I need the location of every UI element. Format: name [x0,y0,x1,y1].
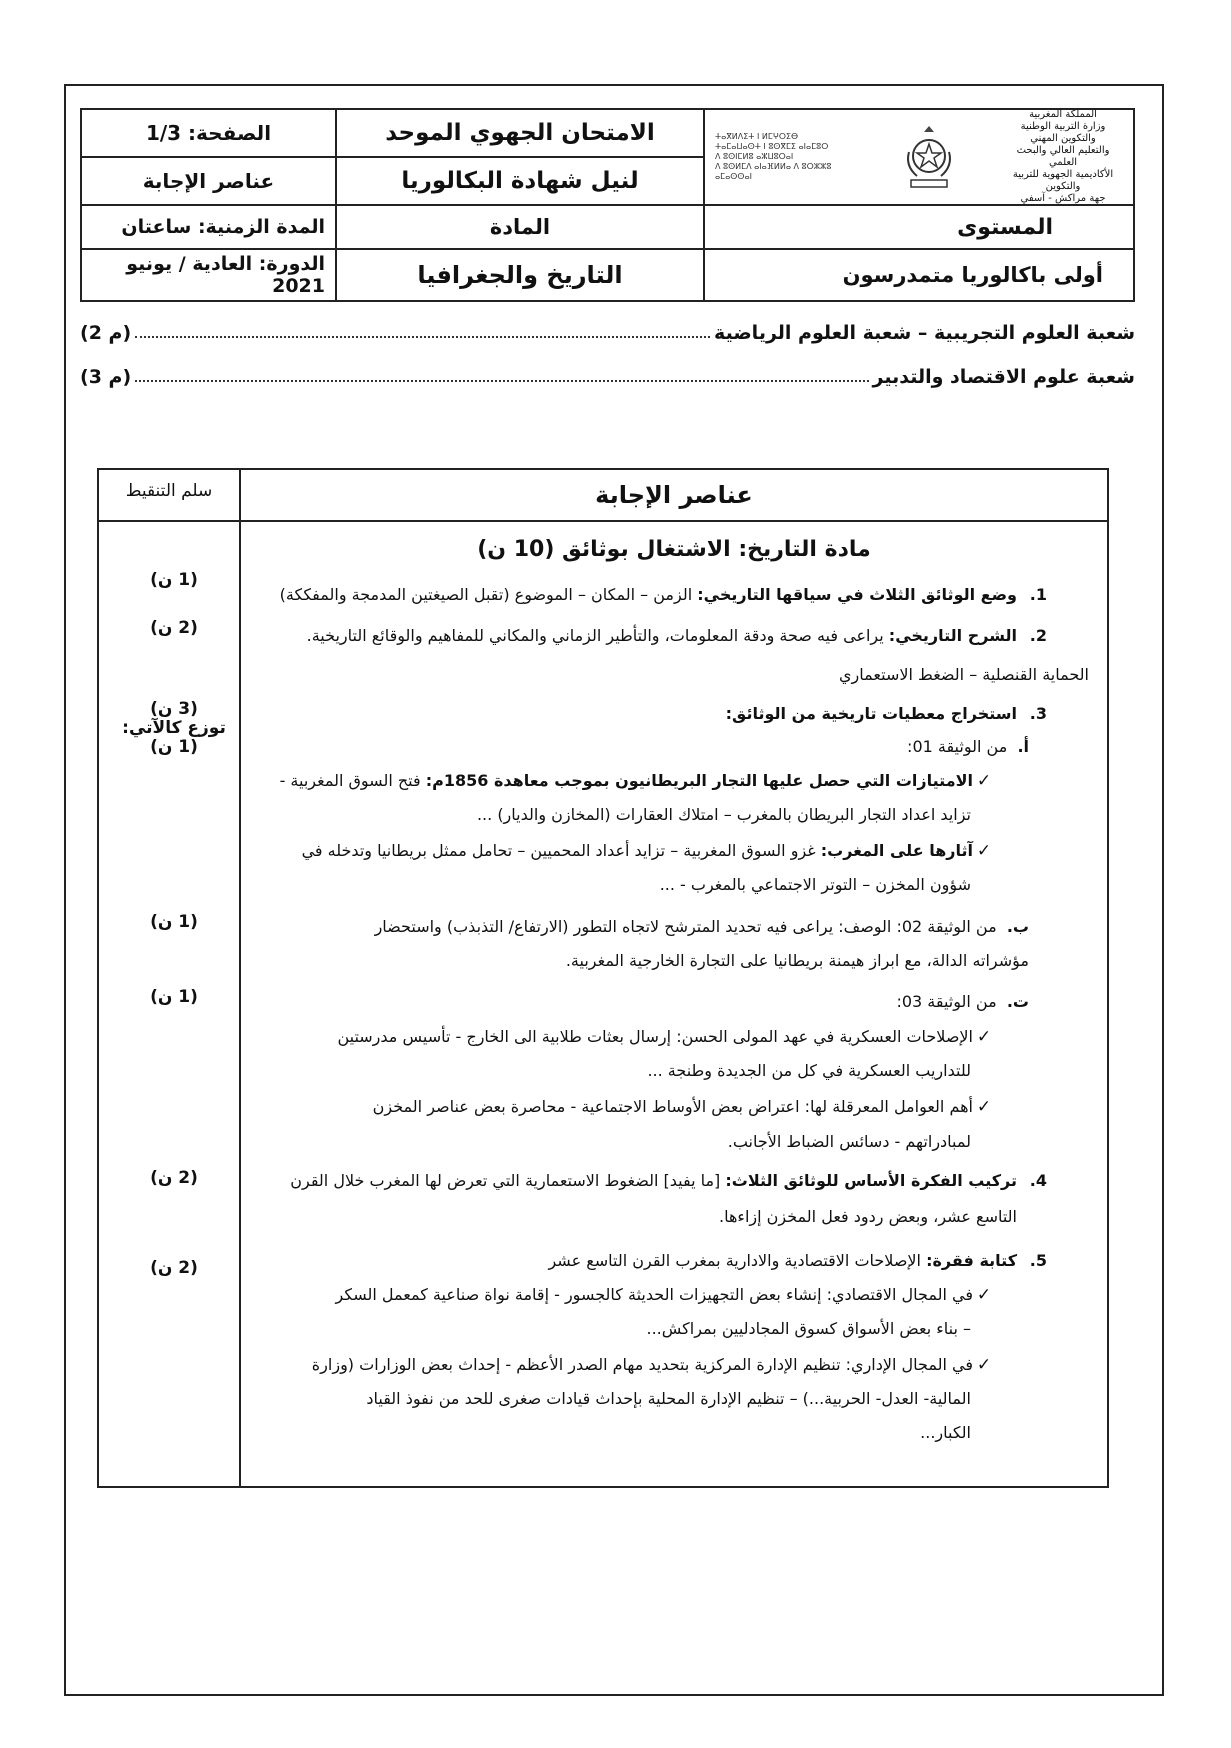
question-3a-item-2: ✓آثارها على المغرب: غزو السوق المغربية – تزايد أعداد المحميين – تحامل ممثل بريطانيا وتدخله في [237,840,995,862]
q1-score: (1 ن) [150,570,198,590]
session: الدورة: العادية / يونيو 2021 [81,249,336,301]
q3a-score: (1 ن) [150,737,198,757]
answer-table [97,468,1109,1488]
question-3a: أ. من الوثيقة 01: [907,737,1029,756]
question-2-line-2: الحماية القنصلية – الضغط الاستعماري [839,665,1089,684]
question-3b: ب. من الوثيقة 02: الوصف: يراعى فيه تحديد المترشح لاتجاه التطور (الارتفاع/ التذبذب) واستحضار [374,917,1029,936]
ministry-logo-cell [704,109,1134,205]
subject-value: التاريخ والجغرافيا [336,249,704,301]
q5-score: (2 ن) [150,1258,198,1278]
question-3t-item-1: ✓الإصلاحات العسكرية في عهد المولى الحسن: إرسال بعثات طلابية الى الخارج - تأسيس مدرستين [237,1026,995,1048]
check-icon: ✓ [976,1027,992,1047]
level-label: المستوى [704,205,1134,249]
question-4-line-2: التاسع عشر، وبعض ردود فعل المخزن إزاءها. [719,1207,1017,1226]
exam-subtitle: لنيل شهادة البكالوريا [336,157,704,205]
page-number: الصفحة: 1/3 [81,109,336,157]
stream-label: شعبة العلوم التجريبية – شعبة العلوم الرياضية [714,322,1135,344]
q3-distribution: توزع كالآتي: [122,718,226,738]
check-icon: ✓ [976,841,992,861]
question-5-item-2-line-3: الكبار... [920,1423,971,1442]
stream-coefficient: (م 2) [80,322,132,344]
section-title: مادة التاريخ: الاشتغال بوثائق (10 ن) [477,537,871,562]
question-5-item-2-line-2: المالية- العدل- الحربية...) – تنظيم الإدارة المحلية بإحداث قيادات صغرى للحد من نفوذ القياد [366,1389,971,1408]
dotted-leader [135,366,868,382]
question-5-item-1: ✓في المجال الاقتصادي: إنشاء بعض التجهيزات الحديثة كالجسور - إقامة نواة صناعية كمعمل السكر [237,1284,995,1306]
question-3t-item-2-line-2: لمبادراتهم - دسائس الضباط الأجانب. [727,1132,971,1151]
level-value: أولى باكالوريا متمدرسون [704,249,1134,301]
check-icon: ✓ [976,1285,992,1305]
q2-score: (2 ن) [150,618,198,638]
question-3: 3.استخراج معطيات تاريخية من الوثائق: [725,704,1047,723]
answer-column-header: عناصر الإجابة [595,481,753,509]
question-3t-item-2: ✓أهم العوامل المعرقلة لها: اعتراض بعض الأوساط الاجتماعية - محاصرة بعض عناصر المخزن [237,1096,995,1118]
question-3t-item-1-line-2: للتداريب العسكرية في كل من الجديدة وطنجة ... [647,1061,971,1080]
question-3a-item-1-line-2: تزايد اعداد التجار البريطان بالمغرب – امتلاك العقارات (المخازن والديار) ... [476,805,971,824]
ministry-name-tifinagh: ⵜⴰⴳⵍⴷⵉⵜ ⵏ ⵍⵎⵖⵔⵉⴱ ⵜⴰⵎⴰⵡⴰⵙⵜ ⵏ ⵓⵙⴳⵎⵉ ⴰⵏⴰⵎⵓⵔ ⴷ ⵓⵙⵏⵎⵍⵓ ⴰⵣⵡⵓⵔⴰⵏ ⴷ ⵓⵙⵍⵎⴷ ⴰⵏⴰⴼⵍⵍⴰ ⴷ ⵓⵔⵣⵣⵓ ⴰⵎⴰⵙⵙⴰⵏ [715,132,832,181]
stream-label: شعبة علوم الاقتصاد والتدبير [872,366,1135,388]
check-icon: ✓ [976,1355,992,1375]
question-1: 1.وضع الوثائق الثلاث في سياقها التاريخي: الزمن – المكان – الموضوع (تقبل الصيغتين المدمجة والمفككة) [279,585,1047,604]
stream-row-2 [80,366,1135,388]
stream-coefficient: (م 3) [80,366,132,388]
question-2: 2.الشرح التاريخي: يراعى فيه صحة ودقة المعلومات، والتأطير الزماني والمكاني للمفاهيم والوقائع التاريخية. [306,626,1047,645]
check-icon: ✓ [976,1097,992,1117]
question-5: 5.كتابة فقرة: الإصلاحات الاقتصادية والادارية بمغرب القرن التاسع عشر [548,1251,1047,1270]
score-column-header: سلم التنقيط [125,481,213,501]
duration: المدة الزمنية: ساعتان [81,205,336,249]
question-5-item-1-line-2: – بناء بعض الأسواق كسوق المجادليين بمراكش... [646,1319,971,1338]
q4-score: (2 ن) [150,1168,198,1188]
question-3a-item-2-line-2: شؤون المخزن – التوتر الاجتماعي بالمغرب - ... [659,875,971,894]
exam-header-table [80,108,1135,302]
exam-title: الامتحان الجهوي الموحد [336,109,704,157]
question-4: 4.تركيب الفكرة الأساس للوثائق الثلاث: [ما يفيد] الضغوط الاستعمارية التي تعرض لها المغرب خلال القرن [290,1171,1047,1190]
subject-label: المادة [336,205,704,249]
question-3t: ت. من الوثيقة 03: [896,992,1029,1011]
coat-of-arms-icon [901,122,957,192]
dotted-leader [135,322,710,338]
question-3a-item-1: ✓الامتيازات التي حصل عليها التجار البريطانيون بموجب معاهدة 1856م: فتح السوق المغربية - [237,770,995,792]
q3t-score: (1 ن) [150,987,198,1007]
q3b-score: (1 ن) [150,912,198,932]
question-5-item-2: ✓في المجال الإداري: تنظيم الإدارة المركزية بتحديد مهام الصدر الأعظم - إحداث بعض الوزارات (وزارة [237,1354,995,1376]
stream-row-1 [80,322,1135,344]
answer-elements-label: عناصر الإجابة [81,157,336,205]
q3-score: (3 ن) [150,699,198,719]
question-3b-line-2: مؤشراته الدالة، مع ابراز هيمنة بريطانيا على التجارة الخارجية المغربية. [565,951,1029,970]
ministry-name-arabic: المملكة المغربية وزارة التربية الوطنية والتكوين المهني والتعليم العالي والبحث العلمي الأكاديمية الجهوية للتربية والتكوين جهة مراكش - آسفي [1012,109,1114,204]
check-icon: ✓ [976,771,992,791]
